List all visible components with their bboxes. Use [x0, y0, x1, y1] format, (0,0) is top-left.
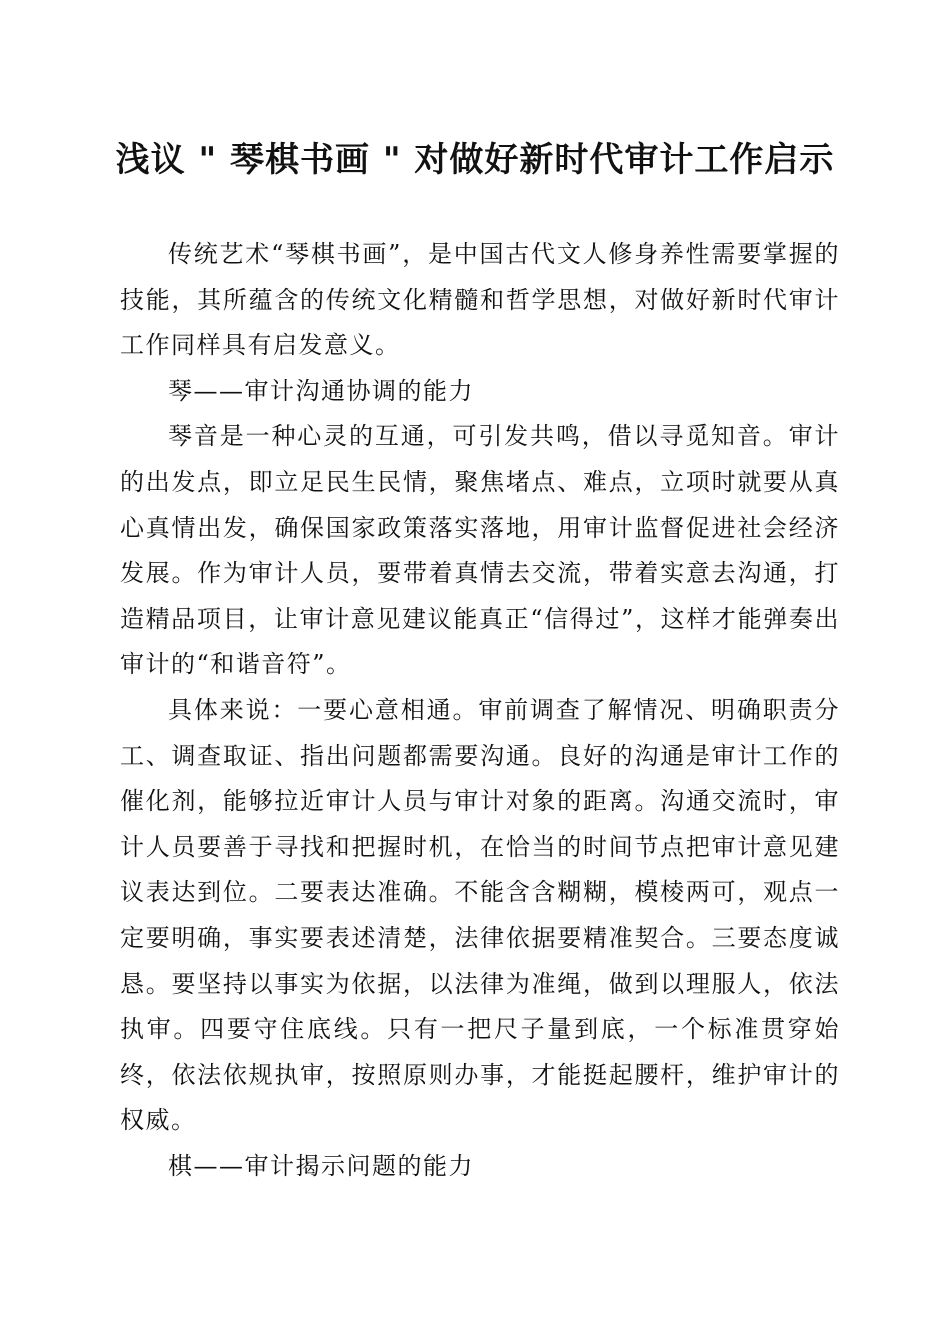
specifics-paragraph: 具体来说：一要心意相通。审前调查了解情况、明确职责分工、调查取证、指出问题都需要沟通。良好的沟通是审计工作的催化剂，能够拉近审计人员与审计对象的距离。沟通交流时，审计人员要善于寻找和把握时机，在恰当的时间节点把审计意见建议表达到位。二要表达准确。不能含含糊糊，模棱两可，观点一定要明确，事实要表述清楚，法律依据要精准契合。三要态度诚恳。要坚持以事实为依据，以法律为准绳，做到以理服人，依法执审。四要守住底线。只有一把尺子量到底，一个标准贯穿始终，依法依规执审，按照原则办事，才能挺起腰杆，维护审计的权威。	[120, 695, 840, 1135]
section-heading-qi: 棋——审计揭示问题的能力	[168, 1151, 474, 1180]
intro-paragraph: 传统艺术“琴棋书画”，是中国古代文人修身养性需要掌握的技能，其所蕴含的传统文化精髓和哲学思想，对做好新时代审计工作同样具有启发意义。	[120, 240, 840, 360]
section-heading-qin: 琴——审计沟通协调的能力	[168, 376, 474, 405]
document-title: 浅议 " 琴棋书画 " 对做好新时代审计工作启示	[115, 140, 835, 180]
document-body	[120, 232, 840, 1189]
qin-paragraph: 琴音是一种心灵的互通，可引发共鸣，借以寻觅知音。审计的出发点，即立足民生民情，聚焦堵点、难点，立项时就要从真心真情出发，确保国家政策落实落地，用审计监督促进社会经济发展。作为审计人员，要带着真情去交流，带着实意去沟通，打造精品项目，让审计意见建议能真正“信得过”，这样才能弹奏出审计的“和谐音符”。	[120, 422, 840, 679]
